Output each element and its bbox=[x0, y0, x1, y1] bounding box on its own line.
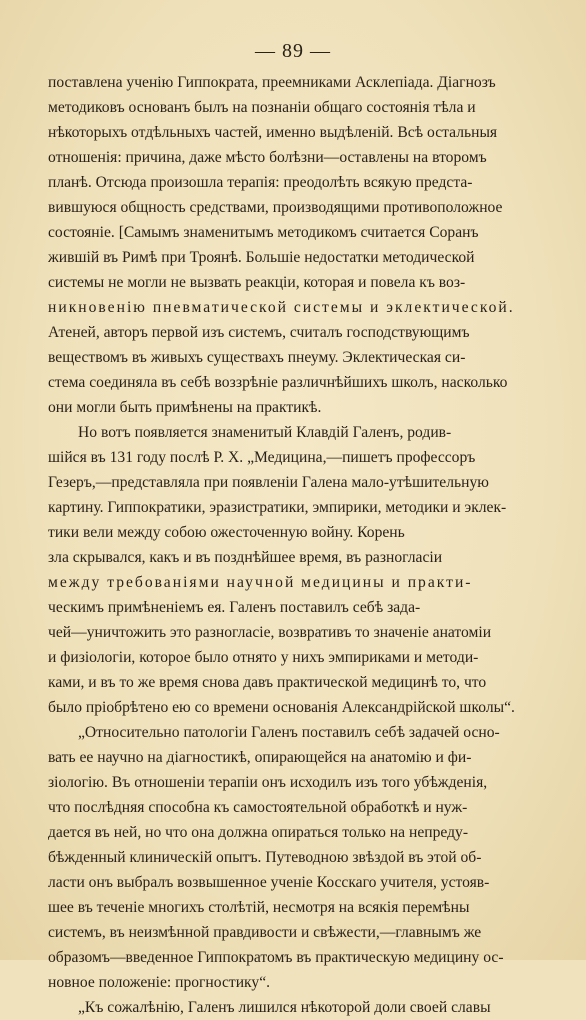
text-line: зла скрывался, какъ и въ позднѣйшее время, въ разногласіи bbox=[48, 549, 443, 566]
text-line: шее въ теченіе многихъ столѣтій, несмотря на всякія перемѣны bbox=[48, 899, 470, 916]
text-line: Атеней, авторъ первой изъ системъ, считалъ господствующимъ bbox=[48, 324, 470, 341]
text-line: ласти онъ выбралъ возвышенное ученіе Косскаго учителя, устояв- bbox=[48, 874, 490, 891]
text-line: новное положеніе: прогностику“. bbox=[48, 974, 271, 991]
text-line: жившій въ Римѣ при Троянѣ. Большіе недостатки методической bbox=[48, 249, 475, 266]
text-line: зіологію. Въ отношеніи терапіи онъ исходилъ изъ того убѣжденія, bbox=[48, 774, 488, 791]
text-line: „Относительно патологіи Галенъ поставилъ себѣ задачей осно- bbox=[78, 724, 500, 741]
text-line: чей—уничтожить это разногласіе, возвративъ то значеніе анатоміи bbox=[48, 624, 492, 641]
text-line: веществомъ въ живыхъ существахъ пнеуму. Эклектическая си- bbox=[48, 349, 466, 366]
text-line: шійся въ 131 году послѣ Р. Х. „Медицина,—пишетъ профессоръ bbox=[48, 449, 476, 466]
text-line: „Къ сожалѣнію, Галенъ лишился нѣкоторой доли своей славы bbox=[78, 999, 491, 1016]
text-line: поставлена ученію Гиппократа, преемниками Асклепіада. Діагнозъ bbox=[48, 74, 496, 91]
text-line: тики вели между собою ожесточенную войну. Корень bbox=[48, 524, 405, 541]
text-line: они могли быть примѣнены на практикѣ. bbox=[48, 399, 322, 416]
text-line: Но вотъ появляется знаменитый Клавдій Галенъ, родив- bbox=[78, 424, 452, 441]
text-line: системы не могли не вызвать реакціи, которая и повела къ воз- bbox=[48, 274, 466, 291]
text-line: ческимъ примѣненіемъ ея. Галенъ поставилъ себѣ зада- bbox=[48, 599, 421, 616]
text-line: состояніе. [Самымъ знаменитымъ методикомъ считается Соранъ bbox=[48, 224, 479, 241]
text-line: вившуюся общность средствами, производящими противоположное bbox=[48, 199, 503, 216]
text-line: никновенію пневматической системы и эклектической. bbox=[48, 299, 515, 316]
text-line: планѣ. Отсюда произошла терапія: преодолѣть всякую предста- bbox=[48, 174, 473, 191]
text-line: дается въ ней, но что она должна опираться только на непреду- bbox=[48, 824, 469, 841]
text-line: вать ее научно на діагностикѣ, опирающейся на анатомію и фи- bbox=[48, 749, 472, 766]
text-line: Гезеръ,—представляла при появленіи Галена мало-утѣшительную bbox=[48, 474, 489, 491]
page-number: — 89 — bbox=[255, 40, 331, 62]
text-line: и физіологіи, которое было отнято у нихъ эмпириками и методи- bbox=[48, 649, 479, 666]
text-line: отношенія: причина, даже мѣсто болѣзни—оставлены на второмъ bbox=[48, 149, 487, 166]
text-line: что послѣдняя способна къ самостоятельной обработкѣ и нуж- bbox=[48, 799, 468, 816]
text-line: было пріобрѣтено ею со времени основанія Александрійской школы“. bbox=[48, 699, 515, 716]
text-line: ками, и въ то же время снова давъ практической медицинѣ то, что bbox=[48, 674, 487, 691]
text-line: нѣкоторыхъ отдѣльныхъ частей, именно выдѣленій. Всѣ остальныя bbox=[48, 124, 498, 141]
text-line: стема соединяла въ себѣ воззрѣніе различнѣйшихъ школъ, насколько bbox=[48, 374, 508, 391]
page-body-text bbox=[48, 70, 540, 1020]
text-line: системъ, въ неизмѣнной правдивости и свѣжести,—главнымъ же bbox=[48, 924, 482, 941]
text-line: между требованіями научной медицины и практи- bbox=[48, 574, 473, 591]
text-line: бѣжденный клиническій опытъ. Путеводною звѣздой въ этой об- bbox=[48, 849, 482, 866]
text-line: картину. Гиппократики, эразистратики, эмпирики, методики и эклек- bbox=[48, 499, 507, 516]
text-line: образомъ—введенное Гиппократомъ въ практическую медицину ос- bbox=[48, 949, 504, 966]
text-line: методиковъ основанъ былъ на познаніи общаго состоянія тѣла и bbox=[48, 99, 476, 116]
